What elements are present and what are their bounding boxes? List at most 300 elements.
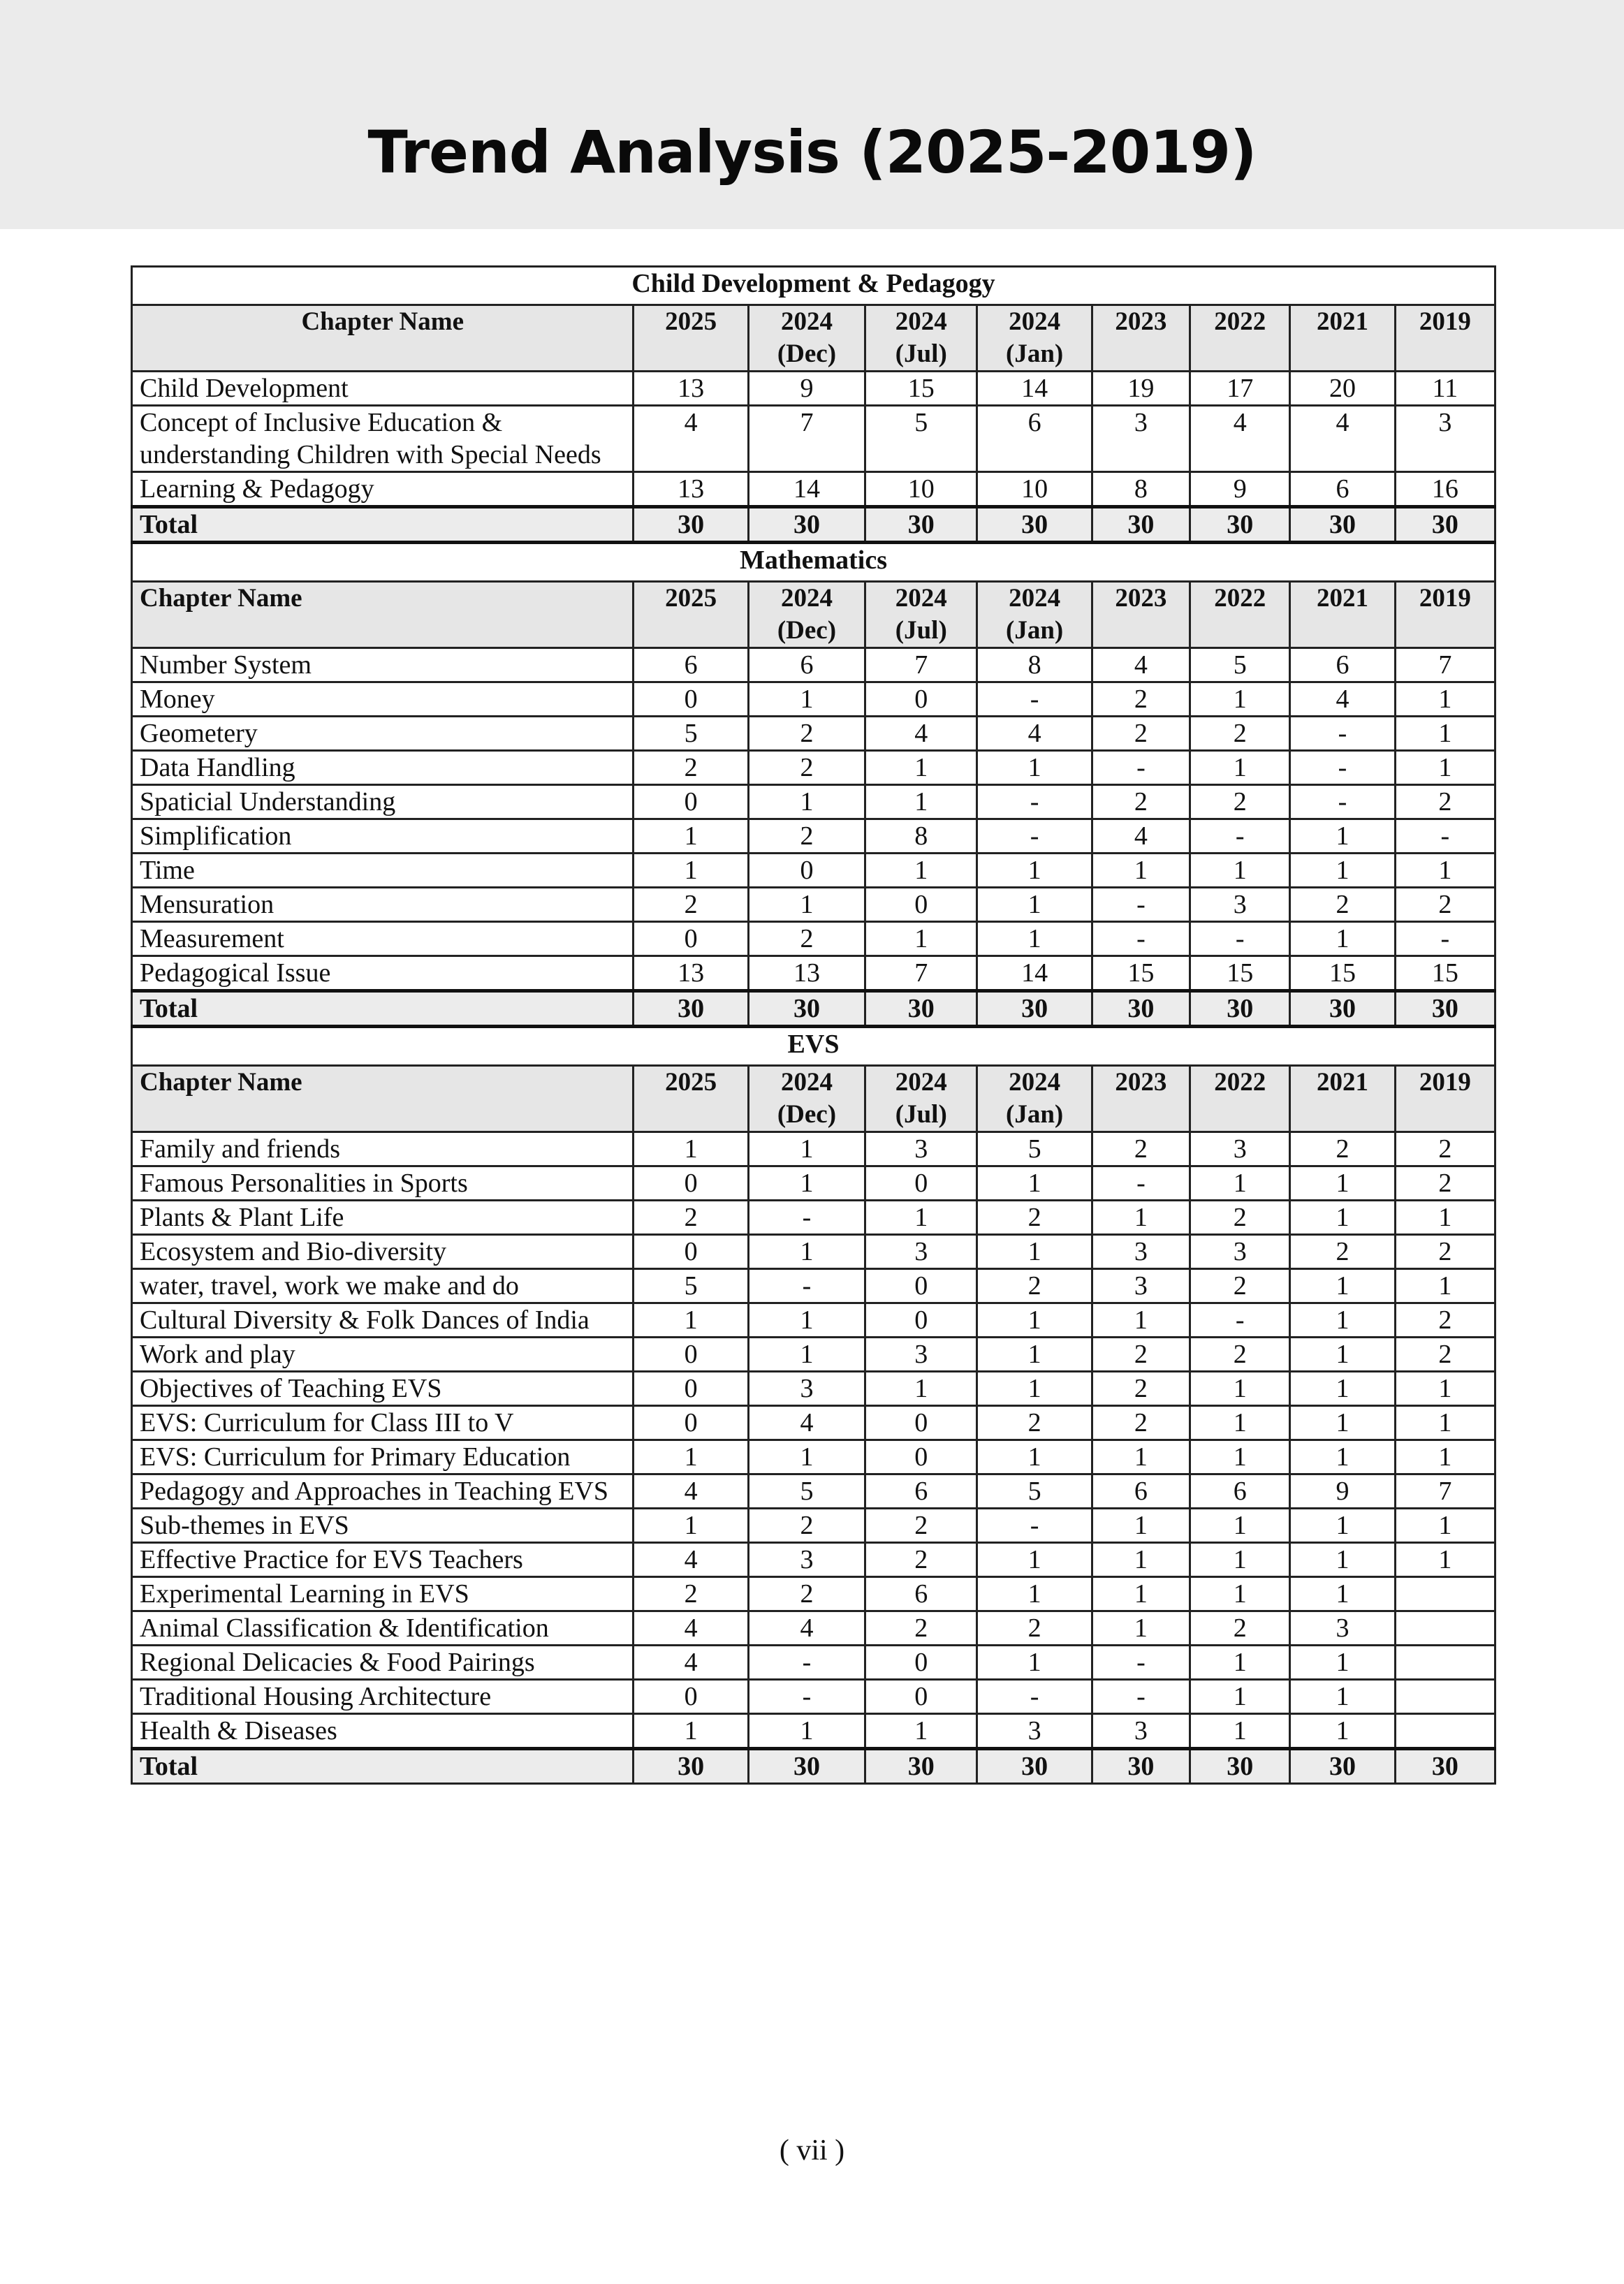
value-cell: 3 xyxy=(865,1132,977,1166)
value-cell: - xyxy=(977,819,1092,854)
value-cell xyxy=(1395,1714,1495,1749)
value-cell: 10 xyxy=(977,472,1092,507)
value-cell: - xyxy=(1092,751,1190,785)
year-label: 2024 xyxy=(1009,584,1061,613)
value-cell: 1 xyxy=(865,1201,977,1235)
value-cell: 2 xyxy=(1395,1303,1495,1338)
chapter-name-cell: Work and play xyxy=(132,1338,634,1372)
column-header-row xyxy=(132,305,1495,372)
year-header xyxy=(977,305,1092,372)
value-cell: 0 xyxy=(865,1406,977,1440)
value-cell: - xyxy=(1290,717,1395,751)
year-label: 2025 xyxy=(665,1068,717,1097)
value-cell: 2 xyxy=(634,1577,748,1611)
chapter-name-cell: Ecosystem and Bio-diversity xyxy=(132,1235,634,1269)
value-cell: 1 xyxy=(1092,854,1190,888)
value-cell: 2 xyxy=(1190,717,1290,751)
chapter-name-cell: Experimental Learning in EVS xyxy=(132,1577,634,1611)
chapter-name-cell: Simplification xyxy=(132,819,634,854)
chapter-name-cell: Pedagogical Issue xyxy=(132,956,634,991)
value-cell: 2 xyxy=(1395,1338,1495,1372)
value-cell: 1 xyxy=(977,854,1092,888)
value-cell: 5 xyxy=(977,1474,1092,1509)
table-row xyxy=(132,751,1495,785)
value-cell: 3 xyxy=(1092,1714,1190,1749)
value-cell: - xyxy=(1190,1303,1290,1338)
value-cell: 1 xyxy=(977,751,1092,785)
value-cell: 1 xyxy=(1290,1577,1395,1611)
chapter-name-cell: Traditional Housing Architecture xyxy=(132,1680,634,1714)
table-row xyxy=(132,1611,1495,1646)
value-cell: 9 xyxy=(748,372,865,406)
value-cell: 2 xyxy=(1190,1338,1290,1372)
year-label: 2019 xyxy=(1419,584,1471,613)
value-cell: 14 xyxy=(977,956,1092,991)
value-cell: 1 xyxy=(748,1338,865,1372)
value-cell: 1 xyxy=(1395,854,1495,888)
total-value-cell: 30 xyxy=(1190,1749,1290,1784)
table-row xyxy=(132,1235,1495,1269)
value-cell: 0 xyxy=(634,682,748,717)
value-cell: 1 xyxy=(1190,1680,1290,1714)
table-row xyxy=(132,922,1495,956)
value-cell: 2 xyxy=(1395,1235,1495,1269)
total-value-cell: 30 xyxy=(634,1749,748,1784)
value-cell: 0 xyxy=(634,785,748,819)
value-cell: 4 xyxy=(634,1646,748,1680)
chapter-name-cell: Health & Diseases xyxy=(132,1714,634,1749)
value-cell: 1 xyxy=(1190,1440,1290,1474)
total-value-cell: 30 xyxy=(1395,1749,1495,1784)
value-cell: 1 xyxy=(748,785,865,819)
year-label: 2019 xyxy=(1419,307,1471,336)
value-cell: 6 xyxy=(1290,648,1395,682)
chapter-name-cell: Effective Practice for EVS Teachers xyxy=(132,1543,634,1577)
total-value-cell: 30 xyxy=(748,991,865,1027)
value-cell: 4 xyxy=(865,717,977,751)
value-cell: 1 xyxy=(1190,854,1290,888)
value-cell: 0 xyxy=(865,1440,977,1474)
value-cell: 1 xyxy=(1290,1714,1395,1749)
table-row xyxy=(132,785,1495,819)
value-cell: 1 xyxy=(1092,1201,1190,1235)
total-value-cell: 30 xyxy=(1290,991,1395,1027)
year-header xyxy=(1092,1066,1190,1132)
value-cell: 6 xyxy=(1092,1474,1190,1509)
total-row xyxy=(132,1749,1495,1784)
year-label: 2022 xyxy=(1214,1068,1266,1097)
total-value-cell: 30 xyxy=(1092,1749,1190,1784)
year-header xyxy=(1290,1066,1395,1132)
value-cell: 9 xyxy=(1290,1474,1395,1509)
value-cell: 1 xyxy=(748,1132,865,1166)
chapter-name-cell: Data Handling xyxy=(132,751,634,785)
value-cell: 1 xyxy=(1190,1577,1290,1611)
value-cell: 2 xyxy=(748,717,865,751)
value-cell: 1 xyxy=(634,1509,748,1543)
total-value-cell: 30 xyxy=(634,991,748,1027)
value-cell: 0 xyxy=(865,1646,977,1680)
value-cell: 1 xyxy=(1092,1577,1190,1611)
value-cell: 3 xyxy=(1395,406,1495,472)
value-cell: 1 xyxy=(1092,1440,1190,1474)
value-cell: 6 xyxy=(865,1577,977,1611)
value-cell: 0 xyxy=(748,854,865,888)
value-cell: 1 xyxy=(1190,751,1290,785)
value-cell: 5 xyxy=(977,1132,1092,1166)
value-cell: - xyxy=(977,785,1092,819)
value-cell: - xyxy=(1395,819,1495,854)
value-cell: 1 xyxy=(1290,1303,1395,1338)
value-cell: 0 xyxy=(865,1166,977,1201)
column-header-row xyxy=(132,1066,1495,1132)
total-value-cell: 30 xyxy=(865,991,977,1027)
chapter-name-cell: Time xyxy=(132,854,634,888)
value-cell: - xyxy=(748,1201,865,1235)
value-cell: 2 xyxy=(977,1406,1092,1440)
year-header xyxy=(1190,582,1290,648)
value-cell: 1 xyxy=(977,1543,1092,1577)
year-label: 2023 xyxy=(1115,307,1167,336)
page-title: Trend Analysis (2025-2019) xyxy=(367,118,1257,186)
value-cell: 13 xyxy=(634,472,748,507)
value-cell: 8 xyxy=(977,648,1092,682)
value-cell: 1 xyxy=(1290,1440,1395,1474)
table-row xyxy=(132,888,1495,922)
value-cell: 19 xyxy=(1092,372,1190,406)
table-row xyxy=(132,1680,1495,1714)
table-row xyxy=(132,1646,1495,1680)
value-cell: 1 xyxy=(977,1440,1092,1474)
table-row xyxy=(132,1440,1495,1474)
value-cell: 1 xyxy=(748,1166,865,1201)
value-cell: 1 xyxy=(634,854,748,888)
year-label: 2019 xyxy=(1419,1068,1471,1097)
total-value-cell: 30 xyxy=(865,507,977,543)
value-cell: 1 xyxy=(1395,1372,1495,1406)
value-cell: 2 xyxy=(1290,1235,1395,1269)
year-header xyxy=(1092,582,1190,648)
value-cell: - xyxy=(977,682,1092,717)
value-cell: 1 xyxy=(634,1440,748,1474)
value-cell: 1 xyxy=(865,785,977,819)
year-label: 2021 xyxy=(1316,584,1368,613)
value-cell: 1 xyxy=(1395,1543,1495,1577)
table-row xyxy=(132,1269,1495,1303)
table-row xyxy=(132,1338,1495,1372)
year-header xyxy=(748,1066,865,1132)
value-cell: 2 xyxy=(1190,1201,1290,1235)
value-cell: 5 xyxy=(865,406,977,472)
year-header xyxy=(1290,305,1395,372)
value-cell: 0 xyxy=(865,1303,977,1338)
value-cell: 3 xyxy=(1092,1235,1190,1269)
value-cell: - xyxy=(1190,819,1290,854)
value-cell: 3 xyxy=(748,1372,865,1406)
value-cell: 2 xyxy=(1395,888,1495,922)
value-cell: 1 xyxy=(1290,1338,1395,1372)
year-label: 2024 xyxy=(1009,1068,1061,1097)
value-cell: 2 xyxy=(1092,1132,1190,1166)
value-cell: 1 xyxy=(748,1714,865,1749)
section-title-row xyxy=(132,1027,1495,1066)
value-cell: 2 xyxy=(748,922,865,956)
table-row xyxy=(132,648,1495,682)
value-cell: 1 xyxy=(977,1338,1092,1372)
value-cell: 0 xyxy=(634,1166,748,1201)
total-label: Total xyxy=(132,507,634,543)
total-label: Total xyxy=(132,1749,634,1784)
value-cell: 0 xyxy=(865,1680,977,1714)
value-cell: 9 xyxy=(1190,472,1290,507)
total-value-cell: 30 xyxy=(977,991,1092,1027)
value-cell: 1 xyxy=(865,1714,977,1749)
value-cell: 1 xyxy=(748,682,865,717)
value-cell: 1 xyxy=(1290,854,1395,888)
total-value-cell: 30 xyxy=(1092,507,1190,543)
table-row xyxy=(132,1132,1495,1166)
chapter-name-header: Chapter Name xyxy=(132,1066,634,1132)
year-sublabel: (Jul) xyxy=(895,339,947,368)
value-cell: 14 xyxy=(748,472,865,507)
value-cell: 6 xyxy=(748,648,865,682)
value-cell: 4 xyxy=(748,1611,865,1646)
total-value-cell: 30 xyxy=(634,507,748,543)
chapter-name-cell: Concept of Inclusive Education & understanding Children with Special Needs xyxy=(132,406,634,472)
section-title-row xyxy=(132,543,1495,582)
value-cell: 2 xyxy=(1290,1132,1395,1166)
year-label: 2024 xyxy=(780,1068,833,1097)
value-cell: 4 xyxy=(977,717,1092,751)
value-cell: 2 xyxy=(865,1509,977,1543)
value-cell: 4 xyxy=(634,1543,748,1577)
value-cell: 1 xyxy=(1092,1611,1190,1646)
value-cell xyxy=(1395,1646,1495,1680)
value-cell: 1 xyxy=(1395,1201,1495,1235)
value-cell: 1 xyxy=(1092,1303,1190,1338)
column-header-row xyxy=(132,582,1495,648)
total-value-cell: 30 xyxy=(1290,507,1395,543)
value-cell: 1 xyxy=(748,1303,865,1338)
value-cell: 3 xyxy=(1190,888,1290,922)
value-cell: 1 xyxy=(977,1303,1092,1338)
value-cell: 6 xyxy=(865,1474,977,1509)
year-label: 2024 xyxy=(780,307,833,336)
value-cell: 0 xyxy=(634,1235,748,1269)
value-cell: 3 xyxy=(1190,1235,1290,1269)
value-cell: 1 xyxy=(1190,1543,1290,1577)
chapter-name-cell: water, travel, work we make and do xyxy=(132,1269,634,1303)
value-cell: 1 xyxy=(1395,682,1495,717)
value-cell: 1 xyxy=(977,888,1092,922)
chapter-name-cell: EVS: Curriculum for Class III to V xyxy=(132,1406,634,1440)
value-cell: 2 xyxy=(1190,1611,1290,1646)
value-cell: 10 xyxy=(865,472,977,507)
total-row xyxy=(132,507,1495,543)
total-value-cell: 30 xyxy=(748,507,865,543)
value-cell xyxy=(1395,1680,1495,1714)
total-value-cell: 30 xyxy=(1190,507,1290,543)
year-sublabel: (Jan) xyxy=(1006,339,1064,368)
section-title: Mathematics xyxy=(132,543,1495,582)
year-label: 2022 xyxy=(1214,307,1266,336)
table-row xyxy=(132,682,1495,717)
value-cell: 1 xyxy=(1190,1166,1290,1201)
chapter-name-cell: Money xyxy=(132,682,634,717)
value-cell: 1 xyxy=(748,1440,865,1474)
chapter-name-cell: Animal Classification & Identification xyxy=(132,1611,634,1646)
year-label: 2025 xyxy=(665,307,717,336)
total-value-cell: 30 xyxy=(865,1749,977,1784)
year-header xyxy=(748,582,865,648)
value-cell: - xyxy=(1395,922,1495,956)
total-label: Total xyxy=(132,991,634,1027)
chapter-name-cell: Pedagogy and Approaches in Teaching EVS xyxy=(132,1474,634,1509)
value-cell: 5 xyxy=(634,717,748,751)
section-title-row xyxy=(132,267,1495,305)
value-cell: 14 xyxy=(977,372,1092,406)
value-cell: 2 xyxy=(634,751,748,785)
value-cell: 2 xyxy=(1290,888,1395,922)
value-cell: 5 xyxy=(1190,648,1290,682)
value-cell: 1 xyxy=(1190,1714,1290,1749)
value-cell: 1 xyxy=(1190,682,1290,717)
value-cell: - xyxy=(748,1269,865,1303)
year-header xyxy=(1092,305,1190,372)
value-cell: - xyxy=(977,1509,1092,1543)
value-cell: 11 xyxy=(1395,372,1495,406)
value-cell: 2 xyxy=(977,1611,1092,1646)
value-cell: 0 xyxy=(634,922,748,956)
value-cell: 1 xyxy=(1190,1646,1290,1680)
value-cell: 2 xyxy=(865,1543,977,1577)
year-label: 2024 xyxy=(895,584,947,613)
value-cell: - xyxy=(1290,751,1395,785)
total-value-cell: 30 xyxy=(1190,991,1290,1027)
value-cell: 1 xyxy=(977,1646,1092,1680)
total-value-cell: 30 xyxy=(1092,991,1190,1027)
value-cell: 15 xyxy=(865,372,977,406)
value-cell: 1 xyxy=(1190,1406,1290,1440)
value-cell: 4 xyxy=(1092,819,1190,854)
year-label: 2021 xyxy=(1316,1068,1368,1097)
year-sublabel: (Dec) xyxy=(777,616,837,645)
value-cell: 2 xyxy=(977,1269,1092,1303)
header-band xyxy=(0,0,1624,229)
year-header xyxy=(634,1066,748,1132)
value-cell: 1 xyxy=(634,1714,748,1749)
year-header xyxy=(1395,305,1495,372)
year-header xyxy=(865,305,977,372)
value-cell: 13 xyxy=(634,956,748,991)
value-cell: 2 xyxy=(1395,785,1495,819)
total-row xyxy=(132,991,1495,1027)
value-cell: - xyxy=(1290,785,1395,819)
value-cell: 2 xyxy=(1092,1372,1190,1406)
value-cell: 3 xyxy=(865,1235,977,1269)
table-row xyxy=(132,717,1495,751)
value-cell: 6 xyxy=(1190,1474,1290,1509)
chapter-name-cell: EVS: Curriculum for Primary Education xyxy=(132,1440,634,1474)
chapter-name-cell: Objectives of Teaching EVS xyxy=(132,1372,634,1406)
total-value-cell: 30 xyxy=(977,1749,1092,1784)
value-cell: 6 xyxy=(1290,472,1395,507)
value-cell: 4 xyxy=(634,1474,748,1509)
value-cell: 0 xyxy=(634,1680,748,1714)
total-value-cell: 30 xyxy=(977,507,1092,543)
value-cell: 4 xyxy=(634,1611,748,1646)
value-cell xyxy=(1395,1577,1495,1611)
value-cell: 2 xyxy=(1092,682,1190,717)
value-cell: 0 xyxy=(634,1372,748,1406)
value-cell: 6 xyxy=(634,648,748,682)
value-cell: 4 xyxy=(1290,406,1395,472)
value-cell: 1 xyxy=(1290,1680,1395,1714)
value-cell: - xyxy=(1092,1680,1190,1714)
value-cell: 7 xyxy=(1395,648,1495,682)
value-cell: 1 xyxy=(865,751,977,785)
chapter-name-cell: Family and friends xyxy=(132,1132,634,1166)
year-sublabel: (Jul) xyxy=(895,616,947,645)
table-row xyxy=(132,1201,1495,1235)
value-cell: - xyxy=(748,1646,865,1680)
year-label: 2023 xyxy=(1115,584,1167,613)
value-cell: 6 xyxy=(977,406,1092,472)
chapter-name-cell: Plants & Plant Life xyxy=(132,1201,634,1235)
table-row xyxy=(132,1474,1495,1509)
value-cell: 4 xyxy=(634,406,748,472)
year-header xyxy=(748,305,865,372)
year-header xyxy=(977,1066,1092,1132)
value-cell: 0 xyxy=(865,888,977,922)
value-cell: 1 xyxy=(1395,1269,1495,1303)
value-cell: 4 xyxy=(748,1406,865,1440)
value-cell: 7 xyxy=(865,956,977,991)
value-cell: 2 xyxy=(1092,1338,1190,1372)
value-cell: - xyxy=(1092,1166,1190,1201)
value-cell: 13 xyxy=(634,372,748,406)
value-cell: 4 xyxy=(1290,682,1395,717)
value-cell: 1 xyxy=(1290,819,1395,854)
chapter-name-cell: Measurement xyxy=(132,922,634,956)
value-cell: 1 xyxy=(977,1372,1092,1406)
value-cell: 1 xyxy=(977,1166,1092,1201)
value-cell: 1 xyxy=(1395,717,1495,751)
year-header xyxy=(977,582,1092,648)
value-cell: 17 xyxy=(1190,372,1290,406)
value-cell: 1 xyxy=(1395,1406,1495,1440)
table-row xyxy=(132,956,1495,991)
value-cell: 5 xyxy=(634,1269,748,1303)
year-header xyxy=(634,582,748,648)
value-cell: 1 xyxy=(977,1577,1092,1611)
value-cell: 7 xyxy=(865,648,977,682)
value-cell: 0 xyxy=(634,1338,748,1372)
chapter-name-cell: Cultural Diversity & Folk Dances of India xyxy=(132,1303,634,1338)
value-cell: 2 xyxy=(748,751,865,785)
value-cell: 5 xyxy=(748,1474,865,1509)
chapter-name-cell: Geometery xyxy=(132,717,634,751)
table-row xyxy=(132,1303,1495,1338)
value-cell: 2 xyxy=(1190,1269,1290,1303)
value-cell: 15 xyxy=(1290,956,1395,991)
value-cell: 2 xyxy=(865,1611,977,1646)
value-cell: - xyxy=(748,1680,865,1714)
table-row xyxy=(132,1372,1495,1406)
value-cell: 1 xyxy=(1395,751,1495,785)
total-value-cell: 30 xyxy=(1290,1749,1395,1784)
value-cell: 3 xyxy=(1092,406,1190,472)
